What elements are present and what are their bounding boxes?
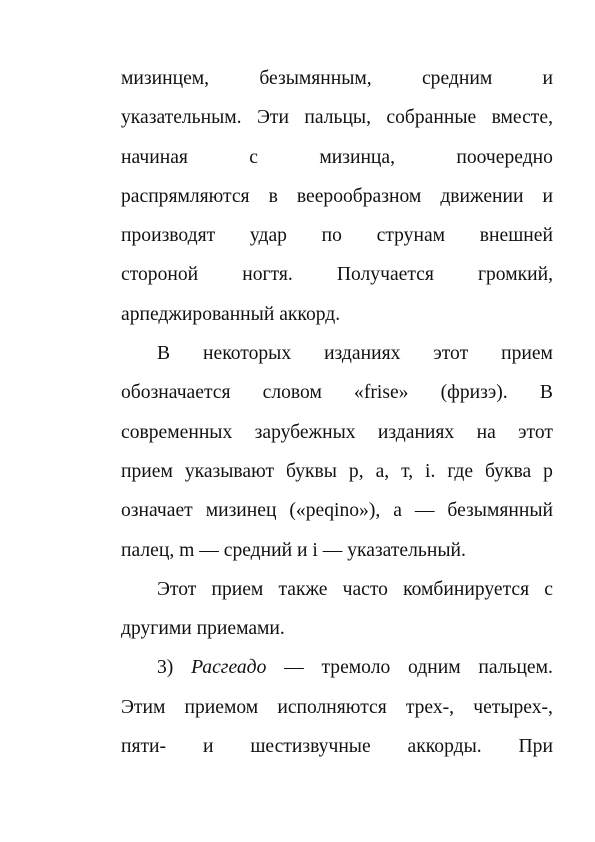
- word: Расгеадо: [191, 657, 267, 679]
- word: изданиях: [377, 421, 455, 443]
- word: с: [249, 146, 258, 168]
- word: пальцы,: [304, 107, 371, 129]
- word: на: [476, 421, 496, 443]
- word: а,: [375, 460, 390, 482]
- word: и: [542, 68, 553, 89]
- word: и: [202, 736, 214, 758]
- word: стороной: [121, 264, 199, 286]
- word: комбинируется: [403, 578, 530, 600]
- word: некоторых: [203, 343, 292, 365]
- word: начиная: [121, 146, 188, 168]
- text-line: [121, 334, 553, 373]
- text-line: [121, 98, 553, 137]
- word: пальцем.: [478, 657, 553, 679]
- word: прием: [121, 460, 173, 482]
- word: безымянным,: [259, 68, 372, 89]
- word: поочередно: [456, 146, 553, 168]
- word: указательным.: [121, 107, 242, 129]
- word: При: [518, 736, 553, 758]
- word: струнам: [376, 225, 446, 247]
- text-line: [121, 59, 553, 98]
- word: В: [539, 382, 553, 404]
- word: i.: [425, 460, 436, 482]
- text-line: [121, 648, 553, 687]
- word: мизинцем,: [121, 68, 210, 89]
- word: Этот: [157, 578, 197, 600]
- word: где: [447, 460, 474, 482]
- word: прием: [501, 343, 553, 365]
- word: веерообразном: [296, 185, 422, 207]
- word: указывают: [184, 460, 275, 482]
- word: ногтя.: [242, 264, 293, 286]
- word: вместе,: [491, 107, 553, 129]
- word: этот: [433, 343, 469, 365]
- word: современных: [121, 421, 233, 443]
- word: четырех-,: [473, 696, 553, 718]
- line-text: палец, m — средний и i — указательный.: [121, 539, 466, 561]
- word: с: [544, 578, 553, 600]
- word: —: [414, 500, 435, 522]
- text-line: [121, 452, 553, 491]
- word: Получается: [336, 264, 434, 286]
- word: также: [278, 578, 328, 600]
- word: тремоло: [321, 657, 391, 679]
- word: часто: [342, 578, 388, 600]
- word: словом: [262, 382, 322, 404]
- word: Этим: [121, 696, 166, 718]
- text-line: [121, 688, 553, 727]
- text-line: [121, 570, 553, 609]
- word: В: [157, 343, 171, 365]
- word: Эти: [256, 107, 289, 129]
- word: изданиях: [324, 343, 401, 365]
- word: «frise»: [354, 382, 409, 404]
- word: по: [321, 225, 342, 247]
- word: аккорды.: [407, 736, 482, 758]
- word: безымянный: [447, 500, 553, 522]
- word: средним: [421, 68, 493, 89]
- word: громкий,: [477, 264, 553, 286]
- text-line: [121, 609, 553, 648]
- text-line: [121, 491, 553, 530]
- word: внешней: [479, 225, 553, 247]
- text-line: [121, 727, 553, 766]
- word: исполняются: [277, 696, 387, 718]
- document-page: [121, 59, 553, 766]
- word: буквы: [286, 460, 337, 482]
- word: буква: [485, 460, 532, 482]
- word: зарубежных: [254, 421, 356, 443]
- line-text: другими приемами.: [121, 618, 285, 640]
- word: трех-,: [405, 696, 455, 718]
- text-line: [121, 177, 553, 216]
- word: удар: [249, 225, 287, 247]
- word: р: [543, 460, 553, 482]
- text-line: [121, 138, 553, 177]
- word: прием: [211, 578, 264, 600]
- word: распрямляются: [121, 185, 250, 207]
- text-line: [121, 295, 553, 334]
- word: р,: [348, 460, 364, 482]
- word: мизинца,: [319, 146, 396, 168]
- text-line: [121, 216, 553, 255]
- word: и: [542, 185, 553, 207]
- word: в: [268, 185, 278, 207]
- text-line: [121, 413, 553, 452]
- word: приемом: [184, 696, 259, 718]
- word: —: [284, 657, 304, 679]
- text-line: [121, 373, 553, 412]
- word: пяти-: [121, 736, 167, 758]
- text-line: [121, 255, 553, 294]
- word: означает: [121, 500, 193, 522]
- text-line: [121, 531, 553, 570]
- word: одним: [408, 657, 461, 679]
- word: (фризэ).: [440, 382, 508, 404]
- word: 3): [157, 657, 174, 679]
- word: обозначается: [121, 382, 231, 404]
- word: а: [393, 500, 402, 522]
- word: мизинец: [205, 500, 277, 522]
- line-text: арпеджированный аккорд.: [121, 303, 341, 325]
- word: («peqino»),: [289, 500, 381, 522]
- word: т,: [401, 460, 414, 482]
- word: собранные: [386, 107, 477, 129]
- word: шестизвучные: [250, 736, 371, 758]
- word: движении: [440, 185, 524, 207]
- word: этот: [518, 421, 553, 443]
- word: производят: [121, 225, 216, 247]
